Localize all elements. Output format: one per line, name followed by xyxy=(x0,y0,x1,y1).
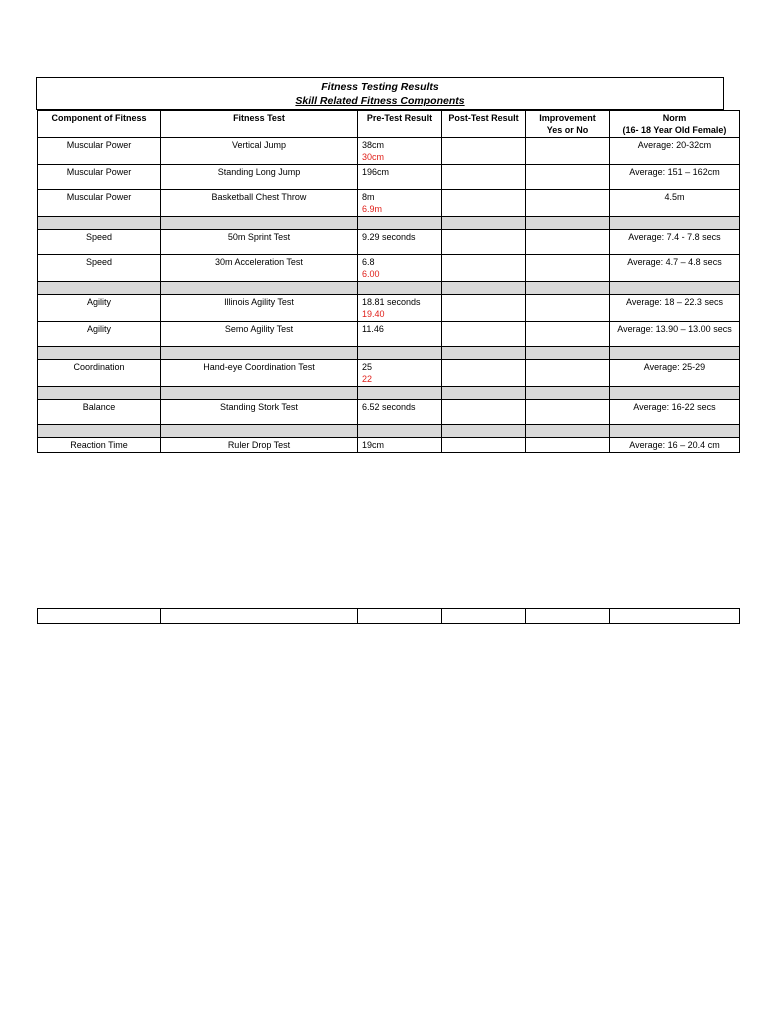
cell-norm: Average: 151 – 162cm xyxy=(610,165,740,190)
cell-component: Muscular Power xyxy=(38,190,161,217)
header-norm-line2: (16- 18 Year Old Female) xyxy=(622,125,727,135)
header-norm-line1: Norm xyxy=(662,113,687,123)
cell-pre-test xyxy=(358,230,442,255)
cell-norm: Average: 4.7 – 4.8 secs xyxy=(610,255,740,282)
empty-cell[interactable] xyxy=(442,609,526,624)
cell-pre-test xyxy=(358,400,442,425)
cell-component: Speed xyxy=(38,255,161,282)
cell-improvement[interactable] xyxy=(526,322,610,347)
cell-test: Basketball Chest Throw xyxy=(161,190,358,217)
retest-value: 6.00 xyxy=(362,269,380,279)
cell-norm: Average: 7.4 - 7.8 secs xyxy=(610,230,740,255)
cell-component: Coordination xyxy=(38,360,161,387)
table-row xyxy=(38,295,740,322)
cell-post-test[interactable] xyxy=(442,360,526,387)
cell-component: Agility xyxy=(38,322,161,347)
retest-value: 19.40 xyxy=(362,309,385,319)
cell-post-test[interactable] xyxy=(442,438,526,453)
pre-value: 6.8 xyxy=(362,257,375,267)
table-row xyxy=(38,165,740,190)
pre-value: 11.46 xyxy=(362,324,384,334)
separator-row xyxy=(38,282,740,295)
header-pre-test: Pre-Test Result xyxy=(358,111,442,138)
cell-test: Hand-eye Coordination Test xyxy=(161,360,358,387)
cell-norm: Average: 25-29 xyxy=(610,360,740,387)
cell-test: Semo Agility Test xyxy=(161,322,358,347)
pre-value: 8m xyxy=(362,192,375,202)
pre-value: 196cm xyxy=(362,167,390,177)
cell-improvement[interactable] xyxy=(526,138,610,165)
table-row xyxy=(38,138,740,165)
cell-test: 30m Acceleration Test xyxy=(161,255,358,282)
cell-norm: Average: 20-32cm xyxy=(610,138,740,165)
cell-post-test[interactable] xyxy=(442,295,526,322)
cell-test: 50m Sprint Test xyxy=(161,230,358,255)
cell-test: Ruler Drop Test xyxy=(161,438,358,453)
cell-test: Illinois Agility Test xyxy=(161,295,358,322)
table-row xyxy=(38,400,740,425)
pre-value: 25 xyxy=(362,362,373,372)
pre-value: 6.52 seconds xyxy=(362,402,416,412)
cell-post-test[interactable] xyxy=(442,322,526,347)
cell-component: Agility xyxy=(38,295,161,322)
separator-row xyxy=(38,217,740,230)
cell-component: Muscular Power xyxy=(38,165,161,190)
retest-value: 22 xyxy=(362,374,373,384)
cell-improvement[interactable] xyxy=(526,230,610,255)
cell-improvement[interactable] xyxy=(526,295,610,322)
empty-cell[interactable] xyxy=(38,609,161,624)
cell-norm: Average: 16-22 secs xyxy=(610,400,740,425)
cell-test: Standing Long Jump xyxy=(161,165,358,190)
document-subtitle: Skill Related Fitness Components xyxy=(295,95,465,107)
cell-test: Vertical Jump xyxy=(161,138,358,165)
cell-post-test[interactable] xyxy=(442,190,526,217)
cell-improvement[interactable] xyxy=(526,255,610,282)
pre-value: 18.81 seconds xyxy=(362,297,421,307)
cell-pre-test xyxy=(358,255,442,282)
header-improvement-line2: Yes or No xyxy=(546,125,589,135)
cell-component: Muscular Power xyxy=(38,138,161,165)
table-row xyxy=(38,360,740,387)
separator-row xyxy=(38,425,740,438)
cell-norm: Average: 13.90 – 13.00 secs xyxy=(610,322,740,347)
cell-norm: 4.5m xyxy=(610,190,740,217)
table-row xyxy=(38,438,740,453)
empty-cell[interactable] xyxy=(161,609,358,624)
cell-pre-test xyxy=(358,322,442,347)
header-improvement xyxy=(526,111,610,138)
cell-pre-test xyxy=(358,165,442,190)
empty-row xyxy=(38,609,740,624)
cell-component: Balance xyxy=(38,400,161,425)
cell-pre-test xyxy=(358,138,442,165)
cell-component: Speed xyxy=(38,230,161,255)
cell-post-test[interactable] xyxy=(442,165,526,190)
table-title-box xyxy=(36,77,724,110)
cell-pre-test xyxy=(358,360,442,387)
document-title: Fitness Testing Results xyxy=(321,81,439,93)
table-row xyxy=(38,255,740,282)
cell-improvement[interactable] xyxy=(526,400,610,425)
cell-pre-test xyxy=(358,438,442,453)
header-improvement-line1: Improvement xyxy=(539,113,596,123)
cell-test: Standing Stork Test xyxy=(161,400,358,425)
header-fitness-test: Fitness Test xyxy=(161,111,358,138)
separator-row xyxy=(38,387,740,400)
cell-improvement[interactable] xyxy=(526,438,610,453)
cell-norm: Average: 18 – 22.3 secs xyxy=(610,295,740,322)
table-row xyxy=(38,230,740,255)
cell-post-test[interactable] xyxy=(442,255,526,282)
retest-value: 6.9m xyxy=(362,204,383,214)
cell-post-test[interactable] xyxy=(442,138,526,165)
cell-pre-test xyxy=(358,190,442,217)
cell-post-test[interactable] xyxy=(442,230,526,255)
cell-improvement[interactable] xyxy=(526,360,610,387)
header-norm xyxy=(610,111,740,138)
header-row xyxy=(38,111,740,138)
empty-cell[interactable] xyxy=(358,609,442,624)
header-post-test: Post-Test Result xyxy=(442,111,526,138)
empty-table-row-block xyxy=(37,608,740,624)
separator-row xyxy=(38,347,740,360)
pre-value: 9.29 seconds xyxy=(362,232,416,242)
pre-value: 19cm xyxy=(362,440,385,450)
cell-pre-test xyxy=(358,295,442,322)
cell-component: Reaction Time xyxy=(38,438,161,453)
header-component: Component of Fitness xyxy=(38,111,161,138)
table-row xyxy=(38,322,740,347)
empty-cell[interactable] xyxy=(610,609,740,624)
fitness-results-table xyxy=(37,110,740,453)
cell-improvement[interactable] xyxy=(526,165,610,190)
cell-improvement[interactable] xyxy=(526,190,610,217)
cell-post-test[interactable] xyxy=(442,400,526,425)
retest-value: 30cm xyxy=(362,152,385,162)
cell-norm: Average: 16 – 20.4 cm xyxy=(610,438,740,453)
pre-value: 38cm xyxy=(362,140,385,150)
table-row xyxy=(38,190,740,217)
empty-cell[interactable] xyxy=(526,609,610,624)
